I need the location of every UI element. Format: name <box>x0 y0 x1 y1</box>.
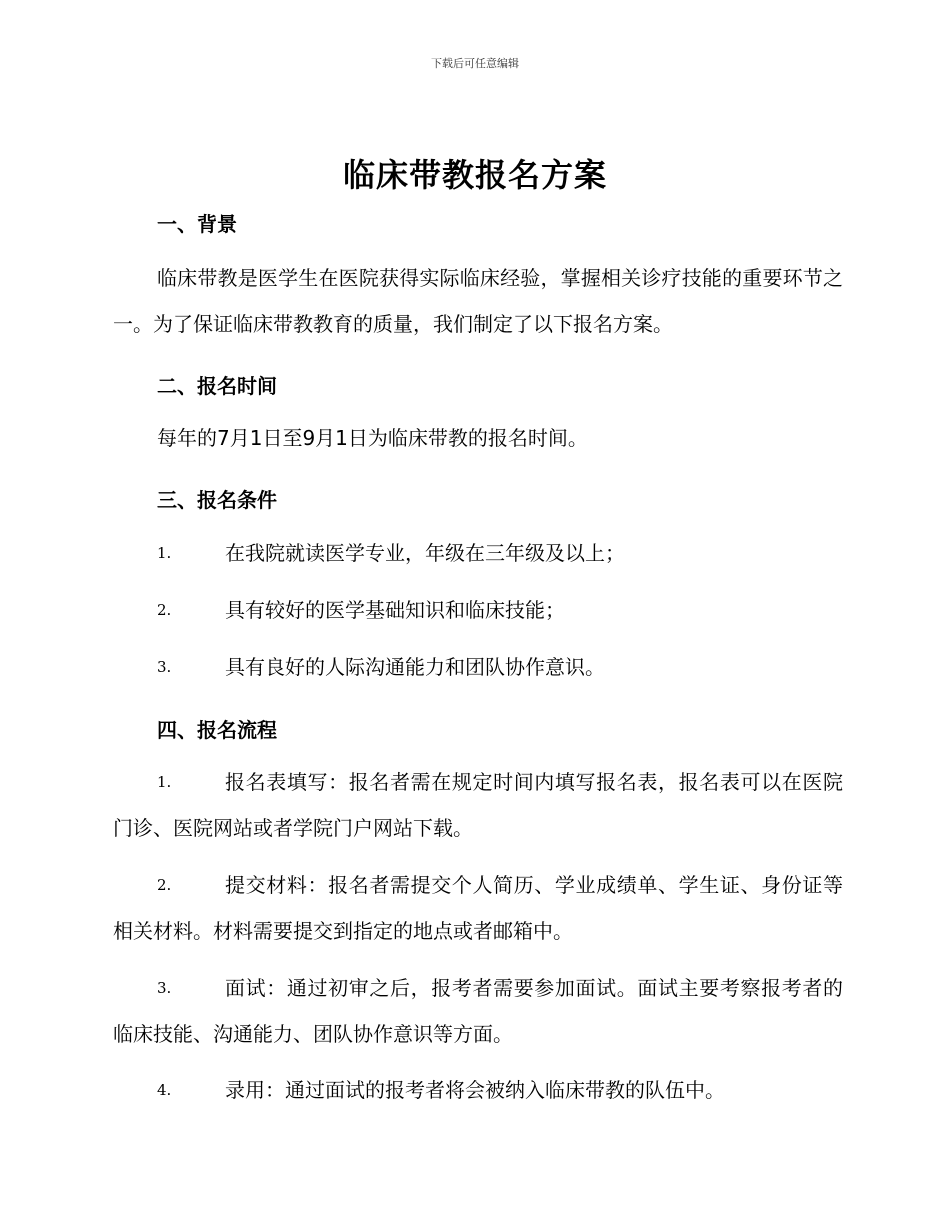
list-item-number: 2. <box>157 601 172 619</box>
background-paragraph: 临床带教是医学生在医院获得实际临床经验，掌握相关诊疗技能的重要环节之一。为了保证临床带教教育的质量，我们制定了以下报名方案。 <box>113 266 843 336</box>
list-item-text: 在我院就读医学专业，年级在三年级及以上； <box>225 541 625 565</box>
list-item-text: 面试：通过初审之后，报考者需要参加面试。面试主要考察报考者的临床技能、沟通能力、团队协作意识等方面。 <box>113 976 843 1046</box>
list-item <box>113 759 843 851</box>
document-title: 临床带教报名方案 <box>342 156 607 194</box>
list-item-number: 3. <box>157 658 172 676</box>
list-item <box>113 587 843 633</box>
section-heading-process: 四、报名流程 <box>157 718 277 742</box>
section-heading-time: 二、报名时间 <box>157 374 277 398</box>
list-item-number: 1. <box>157 773 172 791</box>
list-item <box>113 530 843 576</box>
header-note: 下载后可任意编辑 <box>431 57 519 70</box>
list-item-text: 报名表填写：报名者需在规定时间内填写报名表，报名表可以在医院门诊、医院网站或者学院门户网站下载。 <box>113 770 843 840</box>
list-item <box>113 862 843 954</box>
list-item-text: 录用：通过面试的报考者将会被纳入临床带教的队伍中。 <box>225 1078 725 1102</box>
list-item-number: 3. <box>157 979 172 997</box>
list-item-text: 提交材料：报名者需提交个人简历、学业成绩单、学生证、身份证等相关材料。材料需要提交到指定的地点或者邮箱中。 <box>113 873 843 943</box>
list-item-number: 4. <box>157 1081 172 1099</box>
list-item-number: 1. <box>157 544 172 562</box>
list-item <box>113 965 843 1057</box>
list-item-text: 具有良好的人际沟通能力和团队协作意识。 <box>225 655 605 679</box>
section-heading-background: 一、背景 <box>157 212 237 236</box>
list-item-number: 2. <box>157 876 172 894</box>
list-item <box>113 644 843 690</box>
list-item-text: 具有较好的医学基础知识和临床技能； <box>225 598 565 622</box>
time-paragraph: 每年的7月1日至9月1日为临床带教的报名时间。 <box>157 426 588 450</box>
list-item <box>113 1067 843 1113</box>
section-heading-conditions: 三、报名条件 <box>157 488 277 512</box>
